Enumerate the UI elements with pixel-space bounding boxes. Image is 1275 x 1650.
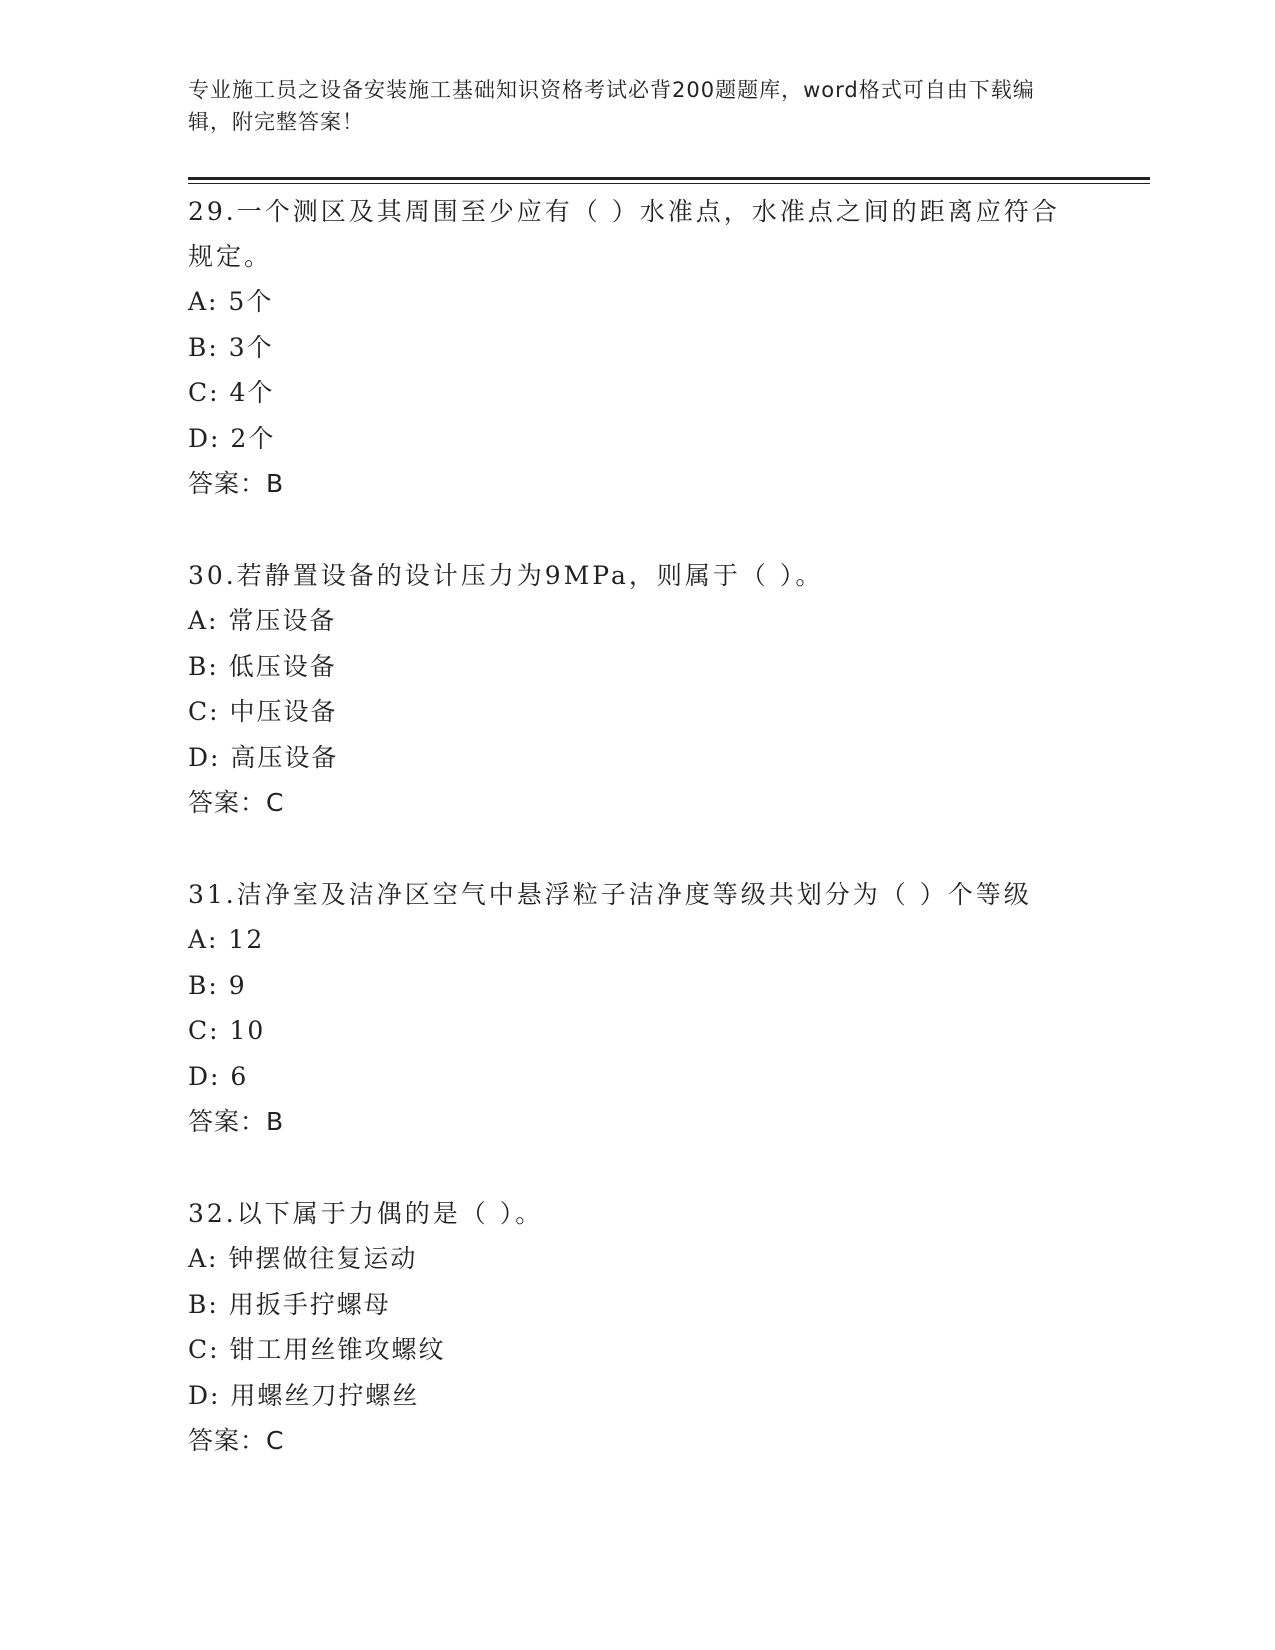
- option-d: D: 用螺丝刀拧螺丝: [188, 1380, 420, 1410]
- question-stem: 32.以下属于力偶的是（ ）。: [188, 1199, 544, 1228]
- option-c: C: 4个: [188, 378, 275, 407]
- question-stem: 31.洁净室及洁净区空气中悬浮粒子洁净度等级共划分为（ ）个等级: [188, 880, 1032, 909]
- option-a: A: 钟摆做往复运动: [188, 1244, 418, 1273]
- option-b: B: 9: [188, 970, 247, 1000]
- question-30: [188, 553, 1068, 825]
- option-d: D: 6: [188, 1061, 249, 1091]
- option-c: C: 钳工用丝锥攻螺纹: [188, 1335, 446, 1364]
- option-c: C: 中压设备: [188, 697, 338, 726]
- document-header: 专业施工员之设备安装施工基础知识资格考试必背200题题库，word格式可自由下载编辑，附完整答案！: [188, 78, 1035, 134]
- answer: 答案：C: [188, 788, 285, 817]
- option-a: A: 12: [188, 925, 265, 954]
- answer: 答案：C: [188, 1426, 285, 1455]
- option-b: B: 3个: [188, 332, 274, 362]
- question-stem: 30.若静置设备的设计压力为9MPa，则属于（ ）。: [188, 561, 824, 590]
- question-31: [188, 872, 1068, 1144]
- question-list: [188, 189, 1068, 1510]
- answer: 答案：B: [188, 1107, 285, 1136]
- option-a: A: 常压设备: [188, 606, 337, 635]
- option-c: C: 10: [188, 1016, 266, 1045]
- option-d: D: 高压设备: [188, 742, 339, 772]
- option-b: B: 用扳手拧螺母: [188, 1289, 391, 1319]
- question-32: [188, 1191, 1068, 1463]
- option-d: D: 2个: [188, 423, 276, 453]
- option-a: A: 5个: [188, 287, 274, 316]
- answer: 答案：B: [188, 469, 285, 498]
- question-29: [188, 189, 1068, 506]
- header-rule-thick: [188, 177, 1150, 180]
- question-stem: 29.一个测区及其周围至少应有（ ）水准点，水准点之间的距离应符合规定。: [188, 197, 1060, 271]
- option-b: B: 低压设备: [188, 651, 337, 681]
- header-rule-thin: [188, 183, 1150, 184]
